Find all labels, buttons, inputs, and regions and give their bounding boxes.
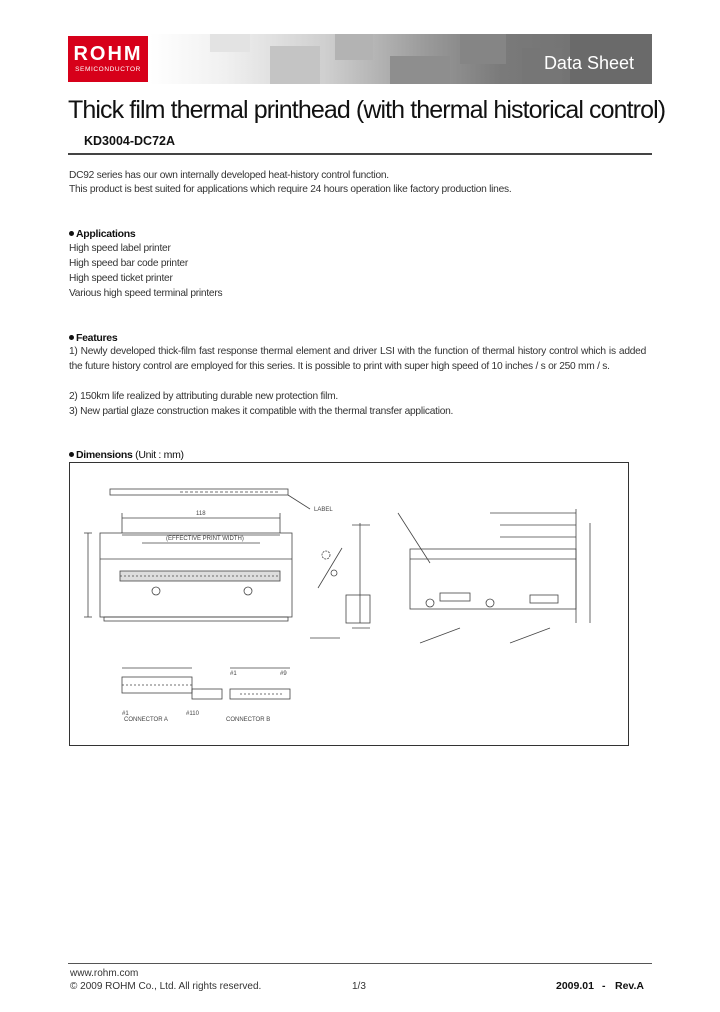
connector-b-label: CONNECTOR B xyxy=(226,717,271,723)
model-number: KD3004-DC72A xyxy=(84,134,176,148)
connector-a-start: #1 xyxy=(122,711,129,717)
feature-item-2: 2) 150km life realized by attributing durable new protection film. xyxy=(69,391,338,402)
document-type: Data Sheet xyxy=(543,53,634,73)
bullet-icon xyxy=(69,335,74,340)
application-item: High speed bar code printer xyxy=(69,258,188,269)
effective-width-label: (EFFECTIVE PRINT WIDTH) xyxy=(166,536,244,542)
dimension-drawing-svg xyxy=(70,463,630,747)
logo-brand: ROHM xyxy=(73,43,143,65)
application-item: Various high speed terminal printers xyxy=(69,288,223,299)
intro-line-2: This product is best suited for applications which require 24 hours operation like factory production lines. xyxy=(69,184,512,195)
application-item: High speed label printer xyxy=(69,243,171,254)
connector-b-end: #9 xyxy=(280,671,287,677)
applications-heading: Applications xyxy=(69,228,135,240)
connector-a-end: #110 xyxy=(186,711,199,717)
revision: Rev.A xyxy=(615,980,644,992)
title-divider xyxy=(68,153,652,155)
connector-b-start: #1 xyxy=(230,671,237,677)
footer-copyright: © 2009 ROHM Co., Ltd. All rights reserved. xyxy=(70,981,262,992)
features-heading: Features xyxy=(69,332,117,344)
dimension-drawing xyxy=(69,462,629,746)
dimensions-heading: Dimensions (Unit : mm) xyxy=(69,449,184,461)
bullet-icon xyxy=(69,231,74,236)
logo-subtitle: SEMICONDUCTOR xyxy=(75,66,141,73)
footer-date: 2009.01 xyxy=(556,980,594,992)
intro-line-1: DC92 series has our own internally developed heat-history control function. xyxy=(69,170,389,181)
connector-a-label: CONNECTOR A xyxy=(124,717,168,723)
footer-separator: - xyxy=(602,980,606,992)
page-number: 1/3 xyxy=(352,981,366,992)
feature-item-1: 1) Newly developed thick-film fast response thermal element and driver LSI with the function of thermal history control which is added the future history control are employed for this series. It is possible to print with super high speed of 10 inches / s or 250 mm / s. xyxy=(69,346,646,372)
feature-item-3: 3) New partial glaze construction makes it compatible with the thermal transfer application. xyxy=(69,406,454,417)
footer-divider xyxy=(68,963,652,964)
page-title: Thick film thermal printhead (with thermal historical control) xyxy=(68,96,666,124)
bullet-icon xyxy=(69,452,74,457)
footer-url: www.rohm.com xyxy=(70,968,139,979)
rohm-logo xyxy=(68,36,148,82)
length-label: 118 xyxy=(196,511,206,517)
application-item: High speed ticket printer xyxy=(69,273,173,284)
label-callout: LABEL xyxy=(314,507,333,513)
